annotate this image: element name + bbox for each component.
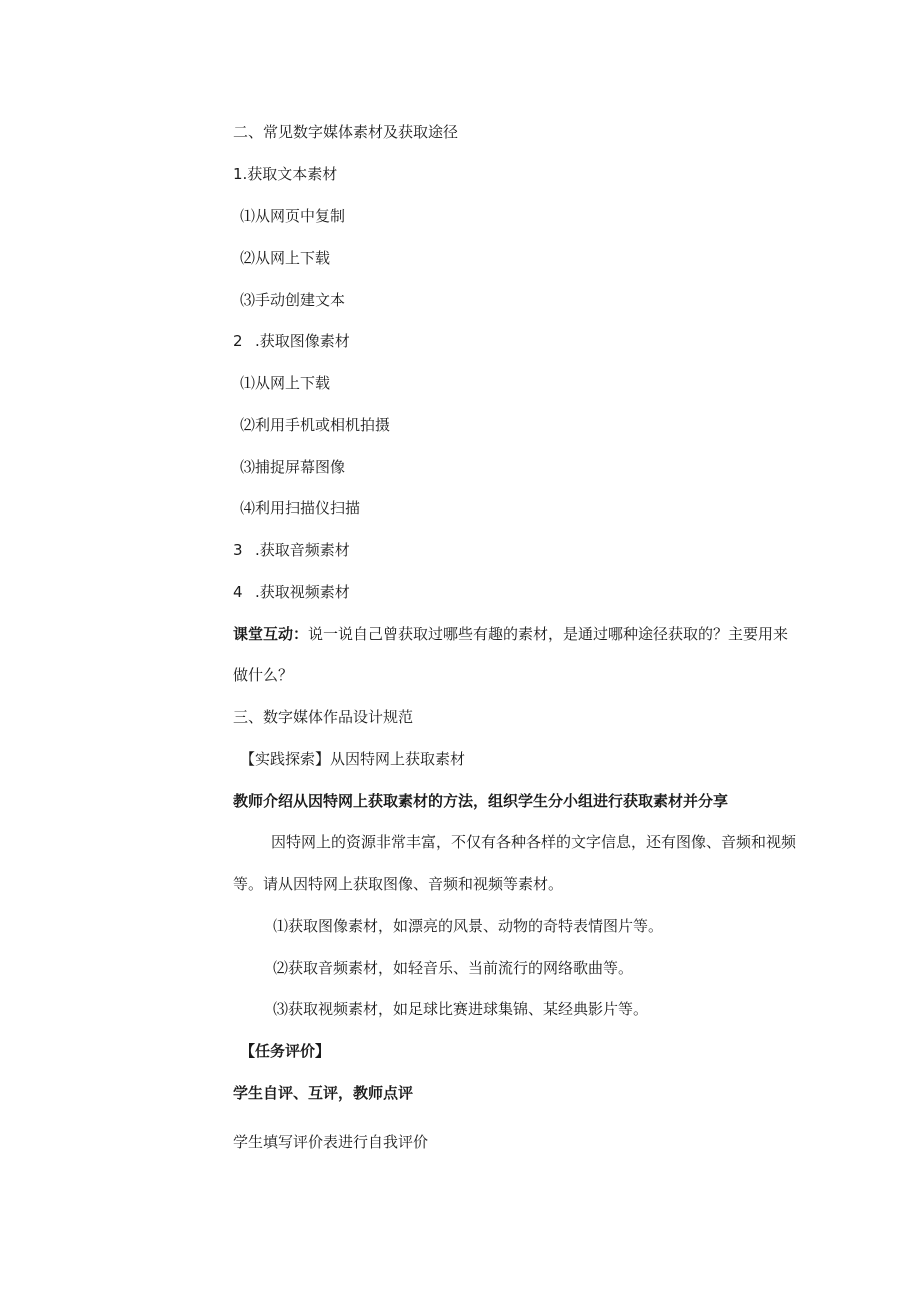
interaction-label: 课堂互动： <box>233 625 309 643</box>
evaluation-heading: 【任务评价】 <box>240 1042 331 1060</box>
video-section-number: 4 <box>233 583 243 601</box>
image-item-3: ⑶捕捉屏幕图像 <box>240 458 346 476</box>
paragraph-line-1: 因特网上的资源非常丰富，不仅有各种各样的文字信息，还有图像、音频和视频 <box>271 833 797 851</box>
image-item-1: ⑴从网上下载 <box>240 374 331 392</box>
evaluation-types: 学生自评、互评，教师点评 <box>233 1084 414 1102</box>
image-section-label: .获取图像素材 <box>255 332 350 350</box>
video-section-title <box>233 582 350 602</box>
text-item-2: ⑵从网上下载 <box>240 249 331 267</box>
image-item-2: ⑵利用手机或相机拍摄 <box>240 416 391 434</box>
interaction-text: 说一说自己曾获取过哪些有趣的素材，是通过哪种途径获取的？主要用来 <box>308 625 789 643</box>
practice-heading: 【实践探索】从因特网上获取素材 <box>240 750 466 768</box>
section-heading-2: 二、常见数字媒体素材及获取途径 <box>233 123 459 141</box>
text-item-1: ⑴从网页中复制 <box>240 207 346 225</box>
text-item-3: ⑶手动创建文本 <box>240 291 346 309</box>
task-item-1: ⑴获取图像素材，如漂亮的风景、动物的奇特表情图片等。 <box>273 917 664 935</box>
audio-section-title <box>233 540 350 560</box>
self-evaluation: 学生填写评价表进行自我评价 <box>233 1133 429 1151</box>
interaction-line-2: 做什么？ <box>233 666 294 684</box>
image-item-4: ⑷利用扫描仪扫描 <box>240 499 361 517</box>
image-section-number: 2 <box>233 332 243 350</box>
text-section-title: 1.获取文本素材 <box>233 165 338 183</box>
teacher-intro: 教师介绍从因特网上获取素材的方法，组织学生分小组进行获取素材并分享 <box>233 792 729 810</box>
task-item-2: ⑵获取音频素材，如轻音乐、当前流行的网络歌曲等。 <box>273 959 634 977</box>
interaction-line-1 <box>233 624 788 644</box>
image-section-title <box>233 331 350 351</box>
audio-section-number: 3 <box>233 541 243 559</box>
paragraph-line-2: 等。请从因特网上获取图像、音频和视频等素材。 <box>233 875 564 893</box>
video-section-label: .获取视频素材 <box>255 583 350 601</box>
task-item-3: ⑶获取视频素材，如足球比赛进球集锦、某经典影片等。 <box>273 1000 649 1018</box>
section-heading-3: 三、数字媒体作品设计规范 <box>233 708 414 726</box>
audio-section-label: .获取音频素材 <box>255 541 350 559</box>
